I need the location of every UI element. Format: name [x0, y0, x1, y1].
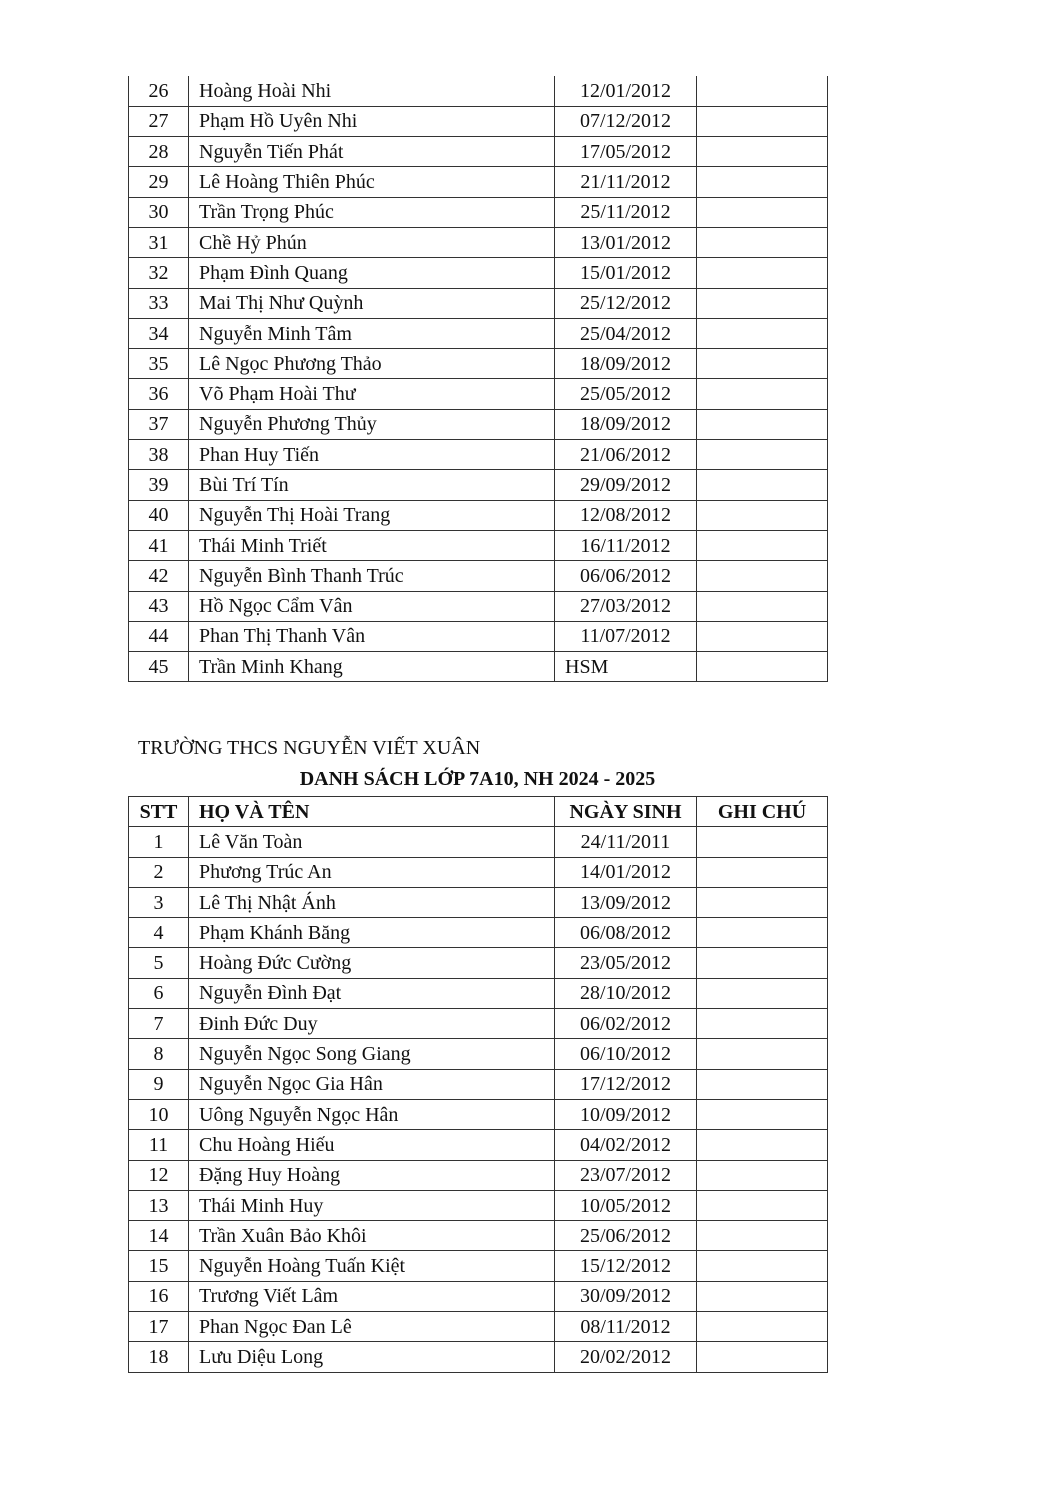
note-cell: [697, 591, 828, 621]
note-cell: [697, 1221, 828, 1251]
note-cell: [697, 500, 828, 530]
birth-date-cell: 13/09/2012: [555, 887, 697, 917]
table-row: [129, 76, 828, 106]
student-name-cell: Lê Thị Nhật Ánh: [189, 887, 555, 917]
birth-date-cell: 23/05/2012: [555, 948, 697, 978]
student-name-cell: Hồ Ngọc Cẩm Vân: [189, 591, 555, 621]
student-name-cell: Thái Minh Triết: [189, 530, 555, 560]
note-cell: [697, 1190, 828, 1220]
birth-date-cell: 21/11/2012: [555, 167, 697, 197]
table-row: [129, 621, 828, 651]
table-row: [129, 978, 828, 1008]
student-name-cell: Nguyễn Ngọc Song Giang: [189, 1039, 555, 1069]
birth-date-cell: 13/01/2012: [555, 227, 697, 257]
continued-student-table: [128, 76, 828, 682]
column-header-name: HỌ VÀ TÊN: [189, 797, 555, 827]
table-row: [129, 137, 828, 167]
note-cell: [697, 652, 828, 682]
school-name: TRƯỜNG THCS NGUYỄN VIẾT XUÂN: [138, 737, 481, 759]
class-student-table: [128, 796, 828, 1373]
note-cell: [697, 1312, 828, 1342]
note-cell: [697, 1281, 828, 1311]
class-list-title: DANH SÁCH LỚP 7A10, NH 2024 - 2025: [299, 768, 656, 790]
birth-date-cell: 25/04/2012: [555, 318, 697, 348]
table-row: [129, 1039, 828, 1069]
table-row: [129, 918, 828, 948]
birth-date-cell: 10/05/2012: [555, 1190, 697, 1220]
student-name-cell: Nguyễn Bình Thanh Trúc: [189, 561, 555, 591]
birth-date-cell: 12/01/2012: [555, 76, 697, 106]
birth-date-cell: 16/11/2012: [555, 530, 697, 560]
note-cell: [697, 827, 828, 857]
student-name-cell: Phạm Khánh Băng: [189, 918, 555, 948]
table-row: [129, 591, 828, 621]
stt-cell: 16: [129, 1281, 189, 1311]
stt-cell: 45: [129, 652, 189, 682]
note-cell: [697, 106, 828, 136]
student-name-cell: Nguyễn Phương Thủy: [189, 409, 555, 439]
stt-cell: 14: [129, 1221, 189, 1251]
stt-cell: 13: [129, 1190, 189, 1220]
birth-date-cell: 11/07/2012: [555, 621, 697, 651]
table-row: [129, 470, 828, 500]
birth-date-cell: 25/11/2012: [555, 197, 697, 227]
stt-cell: 3: [129, 887, 189, 917]
stt-cell: 27: [129, 106, 189, 136]
note-cell: [697, 1342, 828, 1372]
table-row: [129, 1342, 828, 1372]
table-row: [129, 349, 828, 379]
birth-date-cell: 10/09/2012: [555, 1099, 697, 1129]
student-name-cell: Chu Hoàng Hiếu: [189, 1130, 555, 1160]
note-cell: [697, 978, 828, 1008]
birth-date-cell: 07/12/2012: [555, 106, 697, 136]
table-row: [129, 1069, 828, 1099]
stt-cell: 2: [129, 857, 189, 887]
student-name-cell: Đặng Huy Hoàng: [189, 1160, 555, 1190]
table-row: [129, 1130, 828, 1160]
note-cell: [697, 349, 828, 379]
student-name-cell: Võ Phạm Hoài Thư: [189, 379, 555, 409]
note-cell: [697, 318, 828, 348]
table-row: [129, 318, 828, 348]
student-name-cell: Phan Thị Thanh Vân: [189, 621, 555, 651]
note-cell: [697, 258, 828, 288]
birth-date-cell: 23/07/2012: [555, 1160, 697, 1190]
table-row: [129, 1190, 828, 1220]
student-name-cell: Phạm Đình Quang: [189, 258, 555, 288]
birth-date-cell: 25/06/2012: [555, 1221, 697, 1251]
note-cell: [697, 227, 828, 257]
birth-date-cell: 18/09/2012: [555, 409, 697, 439]
student-name-cell: Nguyễn Ngọc Gia Hân: [189, 1069, 555, 1099]
note-cell: [697, 1069, 828, 1099]
birth-date-cell: 12/08/2012: [555, 500, 697, 530]
birth-date-cell: 15/01/2012: [555, 258, 697, 288]
table-row: [129, 1160, 828, 1190]
student-name-cell: Phương Trúc An: [189, 857, 555, 887]
birth-date-cell: 06/10/2012: [555, 1039, 697, 1069]
stt-cell: 40: [129, 500, 189, 530]
student-name-cell: Phan Ngọc Đan Lê: [189, 1312, 555, 1342]
birth-date-cell: 27/03/2012: [555, 591, 697, 621]
stt-cell: 39: [129, 470, 189, 500]
note-cell: [697, 409, 828, 439]
stt-cell: 43: [129, 591, 189, 621]
stt-cell: 30: [129, 197, 189, 227]
birth-date-cell: 29/09/2012: [555, 470, 697, 500]
table-row: [129, 827, 828, 857]
birth-date-cell: 21/06/2012: [555, 440, 697, 470]
table-row: [129, 887, 828, 917]
table-row: [129, 197, 828, 227]
note-cell: [697, 1009, 828, 1039]
birth-date-cell: 30/09/2012: [555, 1281, 697, 1311]
student-name-cell: Nguyễn Hoàng Tuấn Kiệt: [189, 1251, 555, 1281]
stt-cell: 18: [129, 1342, 189, 1372]
stt-cell: 8: [129, 1039, 189, 1069]
birth-date-cell: 25/05/2012: [555, 379, 697, 409]
student-name-cell: Uông Nguyễn Ngọc Hân: [189, 1099, 555, 1129]
stt-cell: 44: [129, 621, 189, 651]
stt-cell: 37: [129, 409, 189, 439]
note-cell: [697, 379, 828, 409]
student-name-cell: Hoàng Hoài Nhi: [189, 76, 555, 106]
stt-cell: 12: [129, 1160, 189, 1190]
stt-cell: 28: [129, 137, 189, 167]
stt-cell: 42: [129, 561, 189, 591]
note-cell: [697, 76, 828, 106]
student-name-cell: Phạm Hồ Uyên Nhi: [189, 106, 555, 136]
birth-date-cell: 06/06/2012: [555, 561, 697, 591]
student-name-cell: Nguyễn Minh Tâm: [189, 318, 555, 348]
stt-cell: 6: [129, 978, 189, 1008]
birth-date-cell: 20/02/2012: [555, 1342, 697, 1372]
student-name-cell: Mai Thị Như Quỳnh: [189, 288, 555, 318]
student-name-cell: Hoàng Đức Cường: [189, 948, 555, 978]
note-cell: [697, 1039, 828, 1069]
student-name-cell: Phan Huy Tiến: [189, 440, 555, 470]
note-cell: [697, 887, 828, 917]
student-name-cell: Lưu Diệu Long: [189, 1342, 555, 1372]
stt-cell: 31: [129, 227, 189, 257]
stt-cell: 11: [129, 1130, 189, 1160]
student-name-cell: Nguyễn Tiến Phát: [189, 137, 555, 167]
student-name-cell: Lê Hoàng Thiên Phúc: [189, 167, 555, 197]
note-cell: [697, 137, 828, 167]
table-row: [129, 440, 828, 470]
note-cell: [697, 440, 828, 470]
note-cell: [697, 1251, 828, 1281]
student-name-cell: Đinh Đức Duy: [189, 1009, 555, 1039]
table-row: [129, 500, 828, 530]
stt-cell: 33: [129, 288, 189, 318]
student-name-cell: Lê Ngọc Phương Thảo: [189, 349, 555, 379]
stt-cell: 15: [129, 1251, 189, 1281]
stt-cell: 7: [129, 1009, 189, 1039]
stt-cell: 5: [129, 948, 189, 978]
table-row: [129, 1281, 828, 1311]
note-cell: [697, 1099, 828, 1129]
class-student-table-body: [129, 827, 828, 1372]
table-row: [129, 1009, 828, 1039]
table-row: [129, 857, 828, 887]
note-cell: [697, 470, 828, 500]
note-cell: [697, 1130, 828, 1160]
birth-date-cell: 28/10/2012: [555, 978, 697, 1008]
table-row: [129, 1312, 828, 1342]
stt-cell: 17: [129, 1312, 189, 1342]
student-name-cell: Trần Minh Khang: [189, 652, 555, 682]
stt-cell: 34: [129, 318, 189, 348]
continued-student-table-body: [129, 76, 828, 682]
table-header-row: [129, 797, 828, 827]
column-header-stt: STT: [129, 797, 189, 827]
student-name-cell: Lê Văn Toàn: [189, 827, 555, 857]
stt-cell: 36: [129, 379, 189, 409]
table-row: [129, 1251, 828, 1281]
table-row: [129, 1099, 828, 1129]
note-cell: [697, 857, 828, 887]
birth-date-cell: 24/11/2011: [555, 827, 697, 857]
stt-cell: 4: [129, 918, 189, 948]
birth-date-cell: HSM: [555, 652, 697, 682]
birth-date-cell: 06/08/2012: [555, 918, 697, 948]
birth-date-cell: 17/12/2012: [555, 1069, 697, 1099]
table-row: [129, 258, 828, 288]
birth-date-cell: 14/01/2012: [555, 857, 697, 887]
stt-cell: 29: [129, 167, 189, 197]
note-cell: [697, 948, 828, 978]
table-row: [129, 379, 828, 409]
stt-cell: 41: [129, 530, 189, 560]
table-row: [129, 652, 828, 682]
birth-date-cell: 06/02/2012: [555, 1009, 697, 1039]
birth-date-cell: 17/05/2012: [555, 137, 697, 167]
student-name-cell: Chề Hỷ Phún: [189, 227, 555, 257]
stt-cell: 35: [129, 349, 189, 379]
column-header-note: GHI CHÚ: [697, 797, 828, 827]
stt-cell: 32: [129, 258, 189, 288]
table-row: [129, 1221, 828, 1251]
note-cell: [697, 1160, 828, 1190]
birth-date-cell: 15/12/2012: [555, 1251, 697, 1281]
table-row: [129, 561, 828, 591]
note-cell: [697, 288, 828, 318]
student-name-cell: Bùi Trí Tín: [189, 470, 555, 500]
note-cell: [697, 530, 828, 560]
student-name-cell: Trần Trọng Phúc: [189, 197, 555, 227]
student-name-cell: Thái Minh Huy: [189, 1190, 555, 1220]
stt-cell: 38: [129, 440, 189, 470]
student-name-cell: Trương Viết Lâm: [189, 1281, 555, 1311]
table-row: [129, 167, 828, 197]
note-cell: [697, 197, 828, 227]
note-cell: [697, 561, 828, 591]
student-name-cell: Nguyễn Thị Hoài Trang: [189, 500, 555, 530]
table-row: [129, 106, 828, 136]
birth-date-cell: 08/11/2012: [555, 1312, 697, 1342]
stt-cell: 10: [129, 1099, 189, 1129]
table-row: [129, 288, 828, 318]
column-header-dob: NGÀY SINH: [555, 797, 697, 827]
note-cell: [697, 621, 828, 651]
birth-date-cell: 25/12/2012: [555, 288, 697, 318]
stt-cell: 1: [129, 827, 189, 857]
table-row: [129, 409, 828, 439]
stt-cell: 9: [129, 1069, 189, 1099]
student-name-cell: Trần Xuân Bảo Khôi: [189, 1221, 555, 1251]
student-name-cell: Nguyễn Đình Đạt: [189, 978, 555, 1008]
table-row: [129, 530, 828, 560]
birth-date-cell: 18/09/2012: [555, 349, 697, 379]
stt-cell: 26: [129, 76, 189, 106]
note-cell: [697, 918, 828, 948]
table-row: [129, 227, 828, 257]
table-row: [129, 948, 828, 978]
note-cell: [697, 167, 828, 197]
birth-date-cell: 04/02/2012: [555, 1130, 697, 1160]
